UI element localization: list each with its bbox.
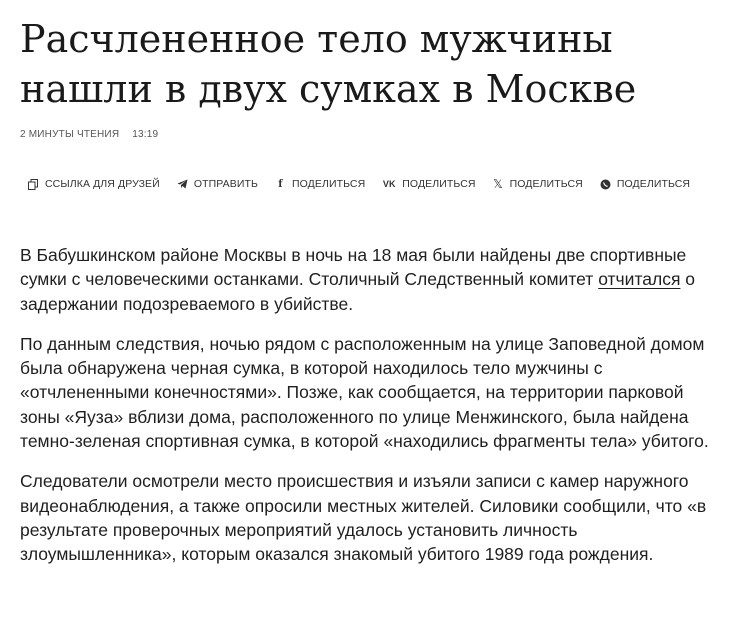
paragraph-2: По данным следствия, ночью рядом с расположенным на улице Заповедной домом была обнаружена черная сумка, в которой находилось тело мужчины с «отчлененными конечностями». Позже, как сообщается, на территории парковой зоны «Яуза» вблизи дома, расположенного по улице Менжинского, была найдена темно-зеленая спортивная сумка, в которой «находились фрагменты тела» убитого. bbox=[20, 333, 709, 452]
whatsapp-share-button[interactable] bbox=[600, 178, 690, 190]
whatsapp-label: ПОДЕЛИТЬСЯ bbox=[616, 178, 691, 190]
x-label: ПОДЕЛИТЬСЯ bbox=[509, 178, 583, 190]
whatsapp-icon bbox=[600, 179, 611, 190]
vk-share-button[interactable] bbox=[382, 178, 475, 190]
source-link[interactable]: отчитался bbox=[598, 269, 681, 290]
x-icon: 𝕏 bbox=[493, 176, 503, 191]
facebook-label: ПОДЕЛИТЬСЯ bbox=[292, 178, 366, 190]
telegram-label: ОТПРАВИТЬ bbox=[193, 178, 258, 190]
paragraph-3: Следователи осмотрели место происшествия и изъяли записи с камер наружного видеонаблюдения, а также опросили местных жителей. Силовики сообщили, что «в результате проверочных мероприятий удалось установить личность злоумышленника», которым оказался знакомый убитого 1989 года рождения. bbox=[20, 471, 707, 565]
x-share-button[interactable] bbox=[493, 178, 583, 190]
copy-link-label: ССЫЛКА ДЛЯ ДРУЗЕЙ bbox=[45, 178, 160, 190]
facebook-icon: f bbox=[278, 178, 283, 190]
paragraph-1: В Бабушкинском районе Москвы в ночь на 18 мая были найдены две спортивные сумки с человеческими останками. Столичный Следственный комитет отчитался о задержании подозреваемого в убийстве. bbox=[20, 245, 696, 314]
copy-icon bbox=[28, 179, 39, 190]
vk-icon: VK bbox=[382, 178, 396, 189]
telegram-icon bbox=[177, 179, 188, 190]
article-meta bbox=[20, 129, 168, 140]
share-bar bbox=[28, 178, 732, 190]
copy-link-button[interactable] bbox=[28, 178, 160, 190]
publish-time: 13:19 bbox=[132, 129, 159, 140]
article-title: Расчлененное тело мужчины нашли в двух сумках в Москве bbox=[20, 17, 637, 111]
article-body bbox=[20, 243, 720, 583]
facebook-share-button[interactable] bbox=[275, 178, 365, 190]
telegram-share-button[interactable] bbox=[177, 178, 258, 190]
read-time: 2 МИНУТЫ ЧТЕНИЯ bbox=[20, 129, 120, 140]
vk-label: ПОДЕЛИТЬСЯ bbox=[402, 178, 476, 190]
